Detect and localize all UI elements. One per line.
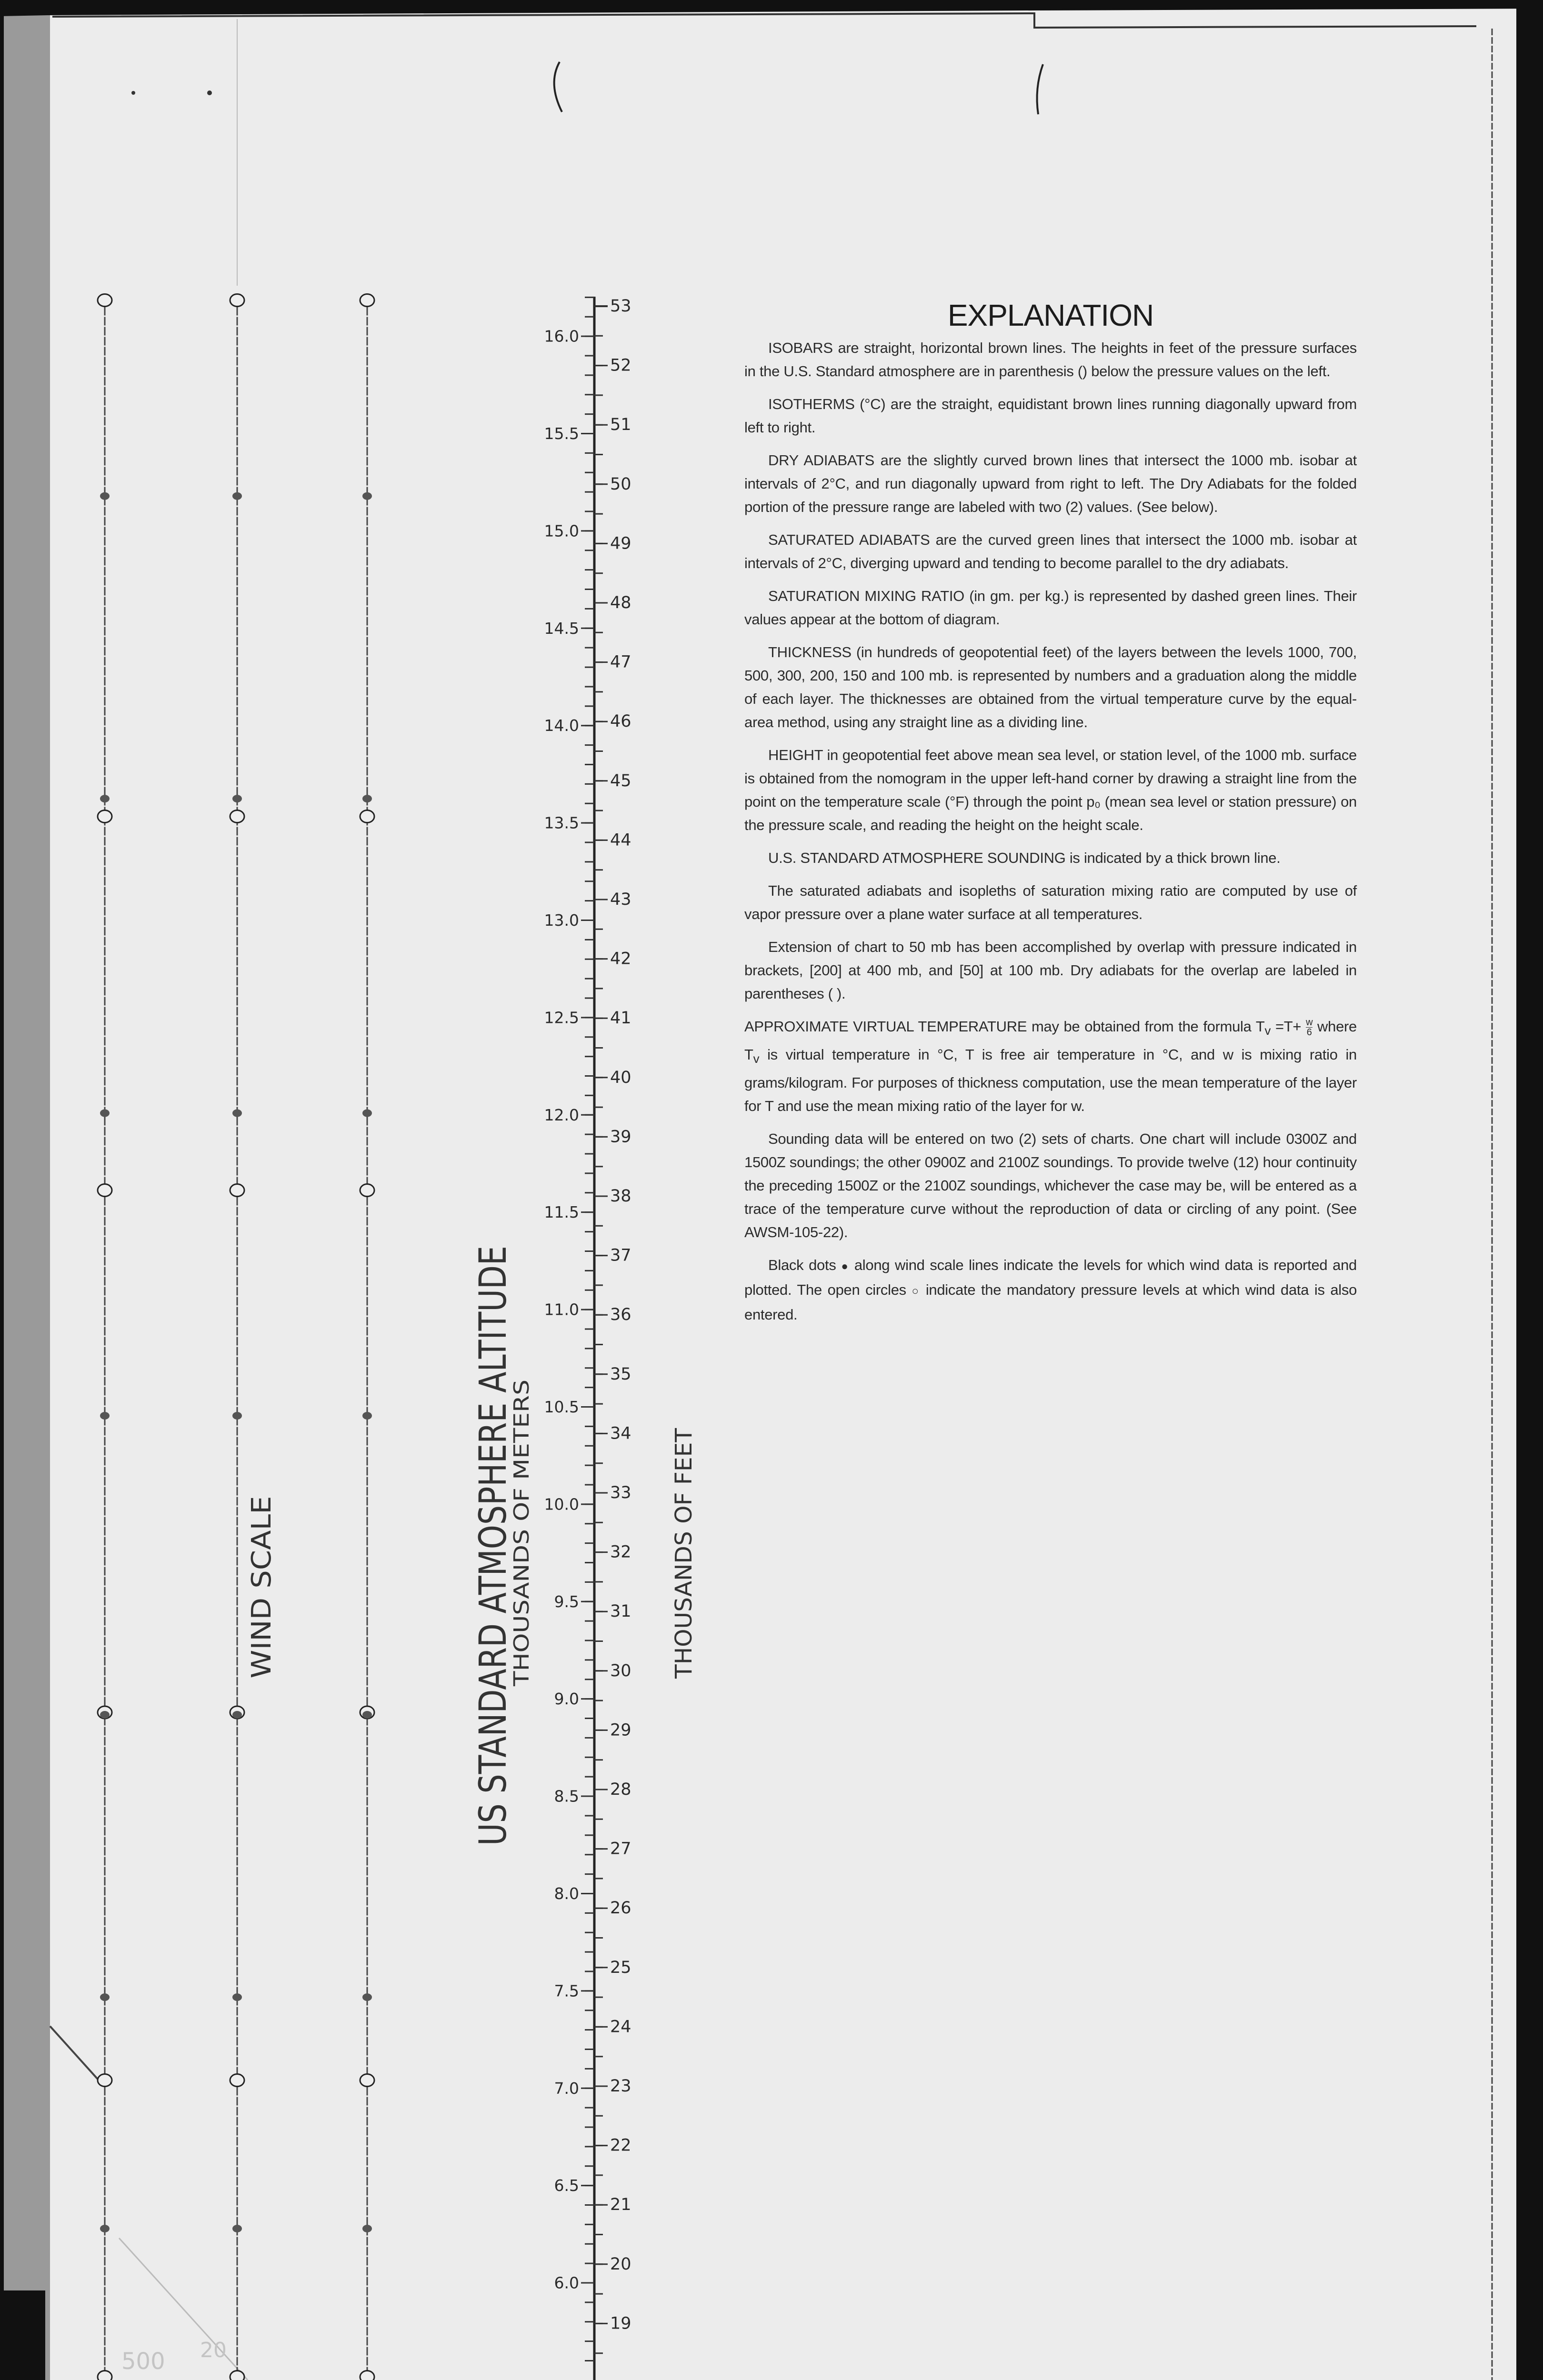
feet-tick-label: 29 <box>610 1720 631 1740</box>
speck-mark <box>131 91 135 95</box>
vt-text: where T <box>744 1018 1357 1063</box>
left-scan-edge <box>0 0 4 2380</box>
feet-axis-label: THOUSANDS OF FEET <box>671 1431 697 1679</box>
black-dot-marker <box>100 795 110 802</box>
left-paren-mark <box>554 62 562 112</box>
open-circle-marker <box>98 810 112 823</box>
feet-tick-label: 47 <box>610 652 631 672</box>
meters-tick-label: 8.0 <box>554 1884 579 1903</box>
faint-trace-label: 500 <box>121 2348 165 2375</box>
feet-tick-label: 28 <box>610 1780 631 1799</box>
open-circle-marker <box>98 2371 112 2380</box>
paragraph-isotherms: ISOTHERMS (°C) are the straight, equidistant brown lines running diagonally upward from left to right. <box>744 396 1357 436</box>
feet-tick-label: 38 <box>610 1187 631 1206</box>
feet-tick-label: 26 <box>610 1899 631 1918</box>
black-dot-marker <box>232 1711 242 1719</box>
meters-tick-label: 6.5 <box>554 2176 579 2195</box>
open-circle-marker <box>360 810 374 823</box>
meters-tick-label: 12.0 <box>544 1105 579 1124</box>
paragraph-standard-sounding: U.S. STANDARD ATMOSPHERE SOUNDING is indicated by a thick brown line. <box>768 850 1281 866</box>
formula-mid: =T+ <box>1271 1018 1306 1035</box>
left-margin-strip <box>0 0 50 2380</box>
meters-tick-label: 6.0 <box>554 2273 579 2292</box>
black-dot-marker <box>232 795 242 802</box>
black-dot-marker <box>232 1993 242 2001</box>
vt-text: is virtual temperature in °C, T is free air temperature in °C, and w is mixing ratio in grams/kilogram. For purposes of thickness computation, use the mean temperature of the layer for T and use the mean mixing ratio of the layer for w. <box>744 1046 1357 1115</box>
open-circle-marker <box>360 1184 374 1197</box>
vt-lead: APPROXIMATE VIRTUAL TEMPERATURE may be obtained from the formula <box>744 1018 1256 1035</box>
paper-top-edge <box>52 13 1476 28</box>
black-dot-marker <box>100 1110 110 1117</box>
speck-mark <box>207 90 212 95</box>
faint-trace-label: 20 <box>200 2338 227 2362</box>
feet-tick-label: 52 <box>610 356 631 375</box>
black-dot-marker <box>100 1993 110 2001</box>
open-circle-marker <box>98 2074 112 2087</box>
altitude-scale <box>544 297 631 2380</box>
black-dot-marker <box>362 1412 372 1420</box>
explanation-title: EXPLANATION <box>947 298 1154 332</box>
paragraph-isobars: ISOBARS are straight, horizontal brown lines. The heights in feet of the pressure surfaces in the U.S. Standard atmosphere are in parenthesis () below the pressure values on the left. <box>744 340 1357 380</box>
open-circle-marker <box>98 1184 112 1197</box>
black-dot-marker <box>362 492 372 500</box>
meters-tick-label: 10.5 <box>544 1397 579 1416</box>
black-dot-marker <box>100 1412 110 1420</box>
feet-tick-label: 35 <box>610 1364 631 1384</box>
feet-tick-label: 45 <box>610 771 631 790</box>
open-circle-marker <box>230 2074 244 2087</box>
black-dot-marker <box>362 1711 372 1719</box>
formula-sub: v <box>1264 1024 1271 1038</box>
open-circle-marker <box>360 2371 374 2380</box>
meters-tick-label: 8.5 <box>554 1787 579 1806</box>
meters-tick-label: 7.0 <box>554 2079 579 2098</box>
feet-tick-label: 27 <box>610 1839 631 1859</box>
feet-tick-label: 46 <box>610 712 631 731</box>
black-dot-marker <box>100 1711 110 1719</box>
feet-tick-label: 42 <box>610 949 631 969</box>
black-dot-marker <box>362 2225 372 2232</box>
meters-tick-label: 7.5 <box>554 1981 579 2000</box>
black-dot-marker <box>362 795 372 802</box>
black-dot-marker <box>362 1110 372 1117</box>
meters-axis-label: THOUSANDS OF METERS <box>510 1425 534 1686</box>
paragraph-thickness: THICKNESS (in hundreds of geopotential feet) of the layers between the levels 1000, 700, 500, 300, 200, 150 and 100 mb. is represented by numbers and a graduation along the middle of each layer. The thicknesses are obtained from the virtual temperature curve by the equal-area method, using any straight line as a dividing line. <box>744 644 1357 730</box>
feet-tick-label: 19 <box>610 2314 631 2333</box>
paragraph-mixing-ratio: SATURATION MIXING RATIO (in gm. per kg.) is represented by dashed green lines. Their values appear at the bottom of diagram. <box>744 588 1357 628</box>
paragraph-vapor-pressure: The saturated adiabats and isopleths of saturation mixing ratio are computed by use of vapor pressure over a plane water surface at all temperatures. <box>744 882 1357 922</box>
black-dot-marker <box>232 1412 242 1420</box>
open-circle-marker <box>230 810 244 823</box>
meters-tick-label: 16.0 <box>544 327 579 346</box>
paragraph-dry-adiabats: DRY ADIABATS are the slightly curved brown lines that intersect the 1000 mb. isobar at intervals of 2°C, and run diagonally upward from right to left. The Dry Adiabats for the folded portion of the pressure range are labeled with two (2) values. (See below). <box>744 452 1357 515</box>
black-dot-marker <box>232 492 242 500</box>
wind-scale-label: WIND SCALE <box>246 1510 277 1679</box>
feet-tick-label: 32 <box>610 1542 631 1562</box>
meters-tick-label: 10.0 <box>544 1495 579 1514</box>
meters-tick-label: 15.0 <box>544 521 579 540</box>
explanation-body <box>744 336 1357 1336</box>
meters-tick-label: 9.5 <box>554 1592 579 1611</box>
feet-tick-label: 20 <box>610 2254 631 2274</box>
feet-tick-label: 53 <box>610 297 631 316</box>
feet-tick-label: 24 <box>610 2017 631 2037</box>
wind-scale <box>98 19 374 2380</box>
black-dots-text: along wind scale lines indicate the levels for which wind data is reported and plotted. The open circles <box>744 1257 1357 1299</box>
formula-tv: T <box>1255 1018 1265 1035</box>
feet-tick-label: 40 <box>610 1068 631 1087</box>
feet-tick-label: 43 <box>610 890 631 909</box>
open-circle-marker <box>230 294 244 307</box>
feet-tick-label: 33 <box>610 1483 631 1502</box>
open-circle-marker <box>360 2074 374 2087</box>
right-paren-mark <box>1037 64 1043 114</box>
bottom-left-scan-edge <box>0 2290 45 2380</box>
feet-tick-label: 22 <box>610 2136 631 2155</box>
hand-drawn-line <box>50 2026 98 2079</box>
paragraph-sounding-data: Sounding data will be entered on two (2) sets of charts. One chart will include 0300Z and 1500Z soundings; the other 0900Z and 2100Z soundings. To provide twelve (12) hour continuity the preceding 1500Z or the 2100Z soundings, whichever the case may be, will be entered as a trace of the temperature curve without the reproduction of data or circling of any point. (See AWSM-105-22). <box>744 1130 1357 1241</box>
black-dot-marker <box>232 2225 242 2232</box>
meters-tick-label: 13.0 <box>544 910 579 930</box>
open-circle-marker <box>230 1184 244 1197</box>
meters-tick-label: 12.5 <box>544 1008 579 1027</box>
altitude-scale-title: US STANDARD ATMOSPHERE ALTITUDE <box>472 1125 515 1846</box>
meters-tick-label: 15.5 <box>544 424 579 443</box>
black-dot-icon: ● <box>841 1260 850 1273</box>
feet-tick-label: 30 <box>610 1661 631 1680</box>
black-dots-text: Black dots <box>768 1257 842 1274</box>
open-circle-marker <box>98 294 112 307</box>
fraction-numerator: w <box>1306 1017 1313 1028</box>
feet-tick-label: 44 <box>610 830 631 850</box>
meters-tick-label: 13.5 <box>544 813 579 832</box>
formula-fraction <box>1306 1018 1313 1037</box>
feet-tick-label: 31 <box>610 1602 631 1621</box>
right-scan-edge <box>1516 0 1543 2380</box>
black-dots-text: indicate the mandatory pressure levels at which wind data is also entered. <box>744 1281 1357 1323</box>
meters-tick-label: 11.0 <box>544 1300 579 1319</box>
feet-tick-label: 39 <box>610 1127 631 1147</box>
meters-tick-label: 11.5 <box>544 1203 579 1222</box>
feet-tick-label: 23 <box>610 2077 631 2096</box>
feet-tick-label: 50 <box>610 474 631 494</box>
fraction-denominator: 6 <box>1306 1027 1312 1038</box>
feet-tick-label: 37 <box>610 1246 631 1265</box>
open-circle-marker <box>360 294 374 307</box>
black-dot-marker <box>100 2225 110 2232</box>
black-dot-marker <box>100 492 110 500</box>
feet-tick-label: 25 <box>610 1958 631 1977</box>
black-dot-marker <box>232 1110 242 1117</box>
paragraph-saturated-adiabats: SATURATED ADIABATS are the curved green lines that intersect the 1000 mb. isobar at intervals of 2°C, diverging upward and tending to become parallel to the dry adiabats. <box>744 531 1357 571</box>
feet-tick-label: 49 <box>610 534 631 553</box>
feet-tick-label: 34 <box>610 1424 631 1443</box>
feet-tick-label: 41 <box>610 1009 631 1028</box>
meters-tick-label: 9.0 <box>554 1690 579 1709</box>
black-dot-marker <box>362 1993 372 2001</box>
meters-tick-label: 14.0 <box>544 716 579 735</box>
feet-tick-label: 48 <box>610 593 631 612</box>
feet-tick-label: 36 <box>610 1305 631 1325</box>
meters-tick-label: 14.5 <box>544 619 579 638</box>
feet-tick-label: 51 <box>610 415 631 435</box>
paragraph-black-dots <box>744 1253 1357 1326</box>
open-circle-marker <box>230 2371 244 2380</box>
open-circle-icon: ○ <box>912 1285 921 1298</box>
paragraph-virtual-temperature <box>744 1015 1357 1118</box>
paragraph-extension: Extension of chart to 50 mb has been accomplished by overlap with pressure indicated in brackets, [200] at 400 mb, and [50] at 100 mb. Dry adiabats for the overlap are labeled in parentheses ( ). <box>744 939 1357 1002</box>
feet-tick-label: 21 <box>610 2195 631 2215</box>
vt-sub: v <box>753 1052 760 1066</box>
paragraph-height: HEIGHT in geopotential feet above mean sea level, or station level, of the 1000 mb. surface is obtained from the nomogram in the upper left-hand corner by drawing a straight line from the point on the temperature scale (°F) through the point p₀ (mean sea level or station pressure) on the pressure scale, and reading the height on the height scale. <box>744 747 1357 833</box>
